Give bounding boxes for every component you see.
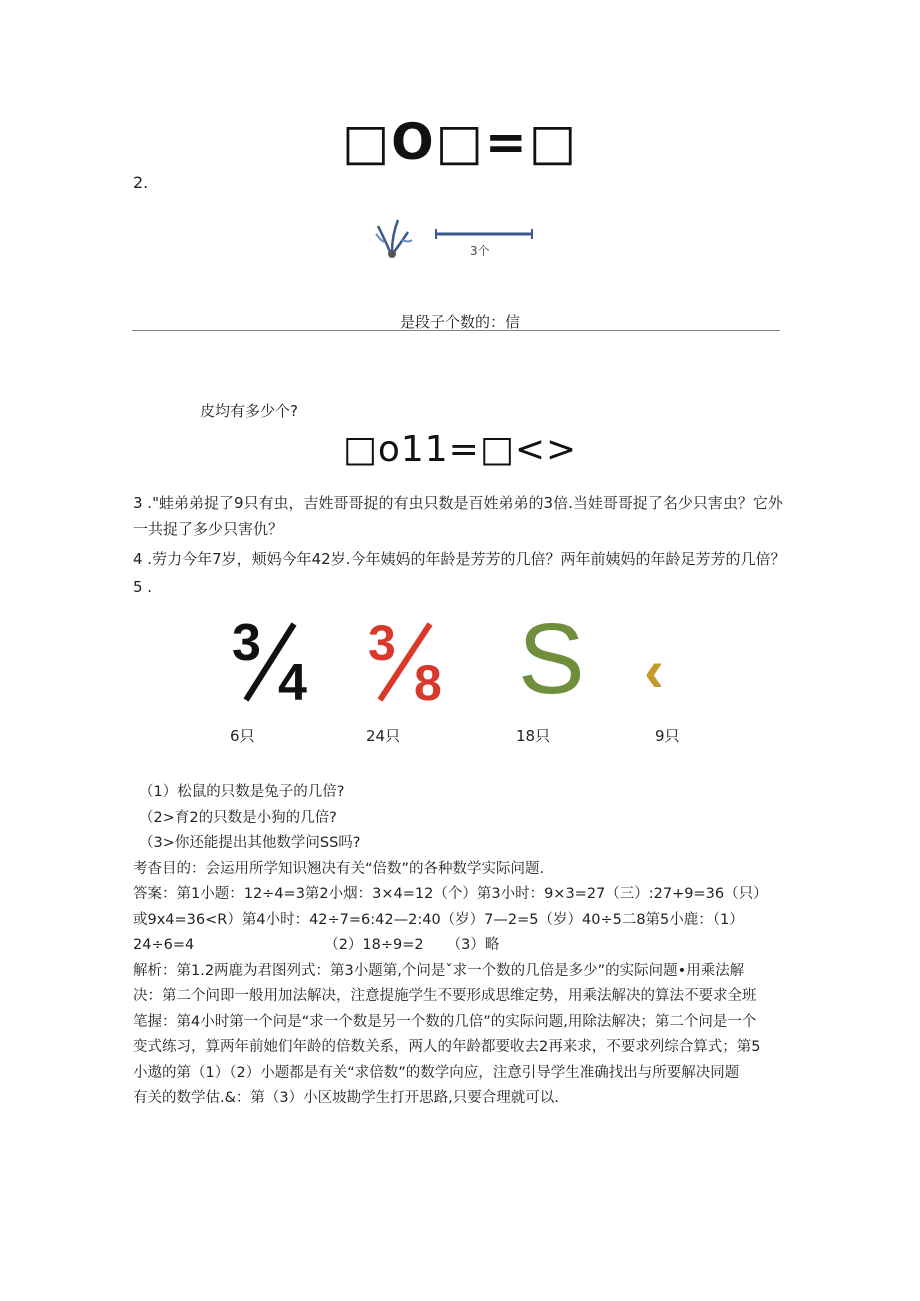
- problem-3: [133, 490, 793, 542]
- answer-part-a: 24÷6=4: [133, 937, 195, 953]
- equation-mid: □o11=□<>: [342, 429, 578, 470]
- animal-glyph-3: S: [518, 603, 585, 715]
- analysis-line-4: 变式练习，算两年前她们年龄的倍数关系，两人的年龄都要收去2再来求，不要求列综合算式；第5: [133, 1039, 761, 1055]
- answer-part-b: （2）18÷9=2: [324, 937, 424, 953]
- solution-block: [133, 780, 793, 1112]
- sub-question-3: （3>你还能提出其他数学问SS吗?: [139, 835, 361, 851]
- equation-top: □O□=□: [341, 113, 579, 171]
- answer-part-c: （3）略: [446, 937, 500, 953]
- animal-count-2: 24只: [366, 727, 401, 745]
- sub-question-1: （1）松鼠的只数是兔子的几倍?: [139, 784, 345, 800]
- svg-text:4: 4: [278, 654, 307, 712]
- divider-line: [132, 330, 780, 331]
- svg-text:8: 8: [414, 655, 442, 711]
- analysis-line-1: 解析：第1.2两鹿为君图列式：第3小题第,个问是ˇ求一个数的几倍是多少”的实际问题•用乘法解: [133, 962, 745, 979]
- peach-segment-illustration: [372, 212, 542, 264]
- animal-count-3: 18只: [516, 727, 551, 745]
- answer-line-1: 答案：第1小题：12÷4=3第2小烟：3×4=12（个）第3小时：9×3=27（三）:27+9=36（只）: [133, 886, 768, 902]
- animal-count-4: 9只: [655, 727, 680, 745]
- segment-count-label: 3个: [470, 244, 490, 258]
- animal-glyph-4: ‹: [644, 637, 664, 704]
- problem-3-line-1: 3 ."蛙弟弟捉了9只有虫，吉姓哥哥捉的有虫只数是百姓弟弟的3倍.当娃哥哥捉了名少只害虫？它外: [133, 494, 783, 512]
- analysis-line-5: 小遨的第（1）（2）小题都是有关“求倍数”的数学向应，注意引导学生准确找出与所要解决同题: [133, 1064, 740, 1081]
- plant-icon: [376, 220, 412, 258]
- analysis-line-6: 有关的数学估.&：第（3）小区坡勘学生打开思路,只要合理就可以.: [133, 1090, 559, 1106]
- animal-glyph-2: [366, 612, 466, 712]
- animal-glyph-2-text: 3⁄8: [470, 690, 472, 691]
- question-text: 皮均有多少个?: [200, 402, 298, 420]
- svg-text:3: 3: [368, 615, 396, 671]
- analysis-line-3: 笔握：第4小时第一个问是“求一个数是另一个数的几倍”的实际问题,用除法解决；第二个问是一个: [133, 1013, 757, 1030]
- analysis-line-2: 决：第二个问即一般用加法解决，注意提施学生不要形成思维定势，用乘法解决的算法不要求全班: [133, 988, 757, 1004]
- animal-count-1: 6只: [230, 727, 255, 745]
- answer-line-3: [133, 933, 793, 959]
- item-2-number: 2.: [133, 173, 149, 192]
- figure-caption: 是段子个数的：信: [399, 313, 520, 331]
- problem-3-line-2: 一共捉了多少只害仇？: [133, 520, 284, 538]
- sub-question-2: （2>育2的只数是小狗的几倍?: [139, 809, 337, 826]
- animal-glyph-1: [228, 612, 328, 712]
- svg-text:3: 3: [232, 614, 261, 672]
- objective: 考杳目的：会运用所学知识翘决有关“倍数”的各种数学实际问题.: [133, 860, 545, 877]
- problem-5-number: 5 .: [133, 578, 153, 596]
- problem-4: 4 .劳力今年7岁，颊妈今年42岁.今年姨妈的年龄是芳芳的几倍？两年前姨妈的年龄足芳芳的几倍？: [133, 550, 786, 568]
- animal-glyph-1-text: 3⁄4: [330, 690, 332, 691]
- answer-line-2: 或9x4=36<R）第4小时：42÷7=6:42—2:40（岁）7—2=5（岁）40÷5二8第5小鹿：（1）: [133, 911, 744, 928]
- illustration-figure: [372, 212, 542, 264]
